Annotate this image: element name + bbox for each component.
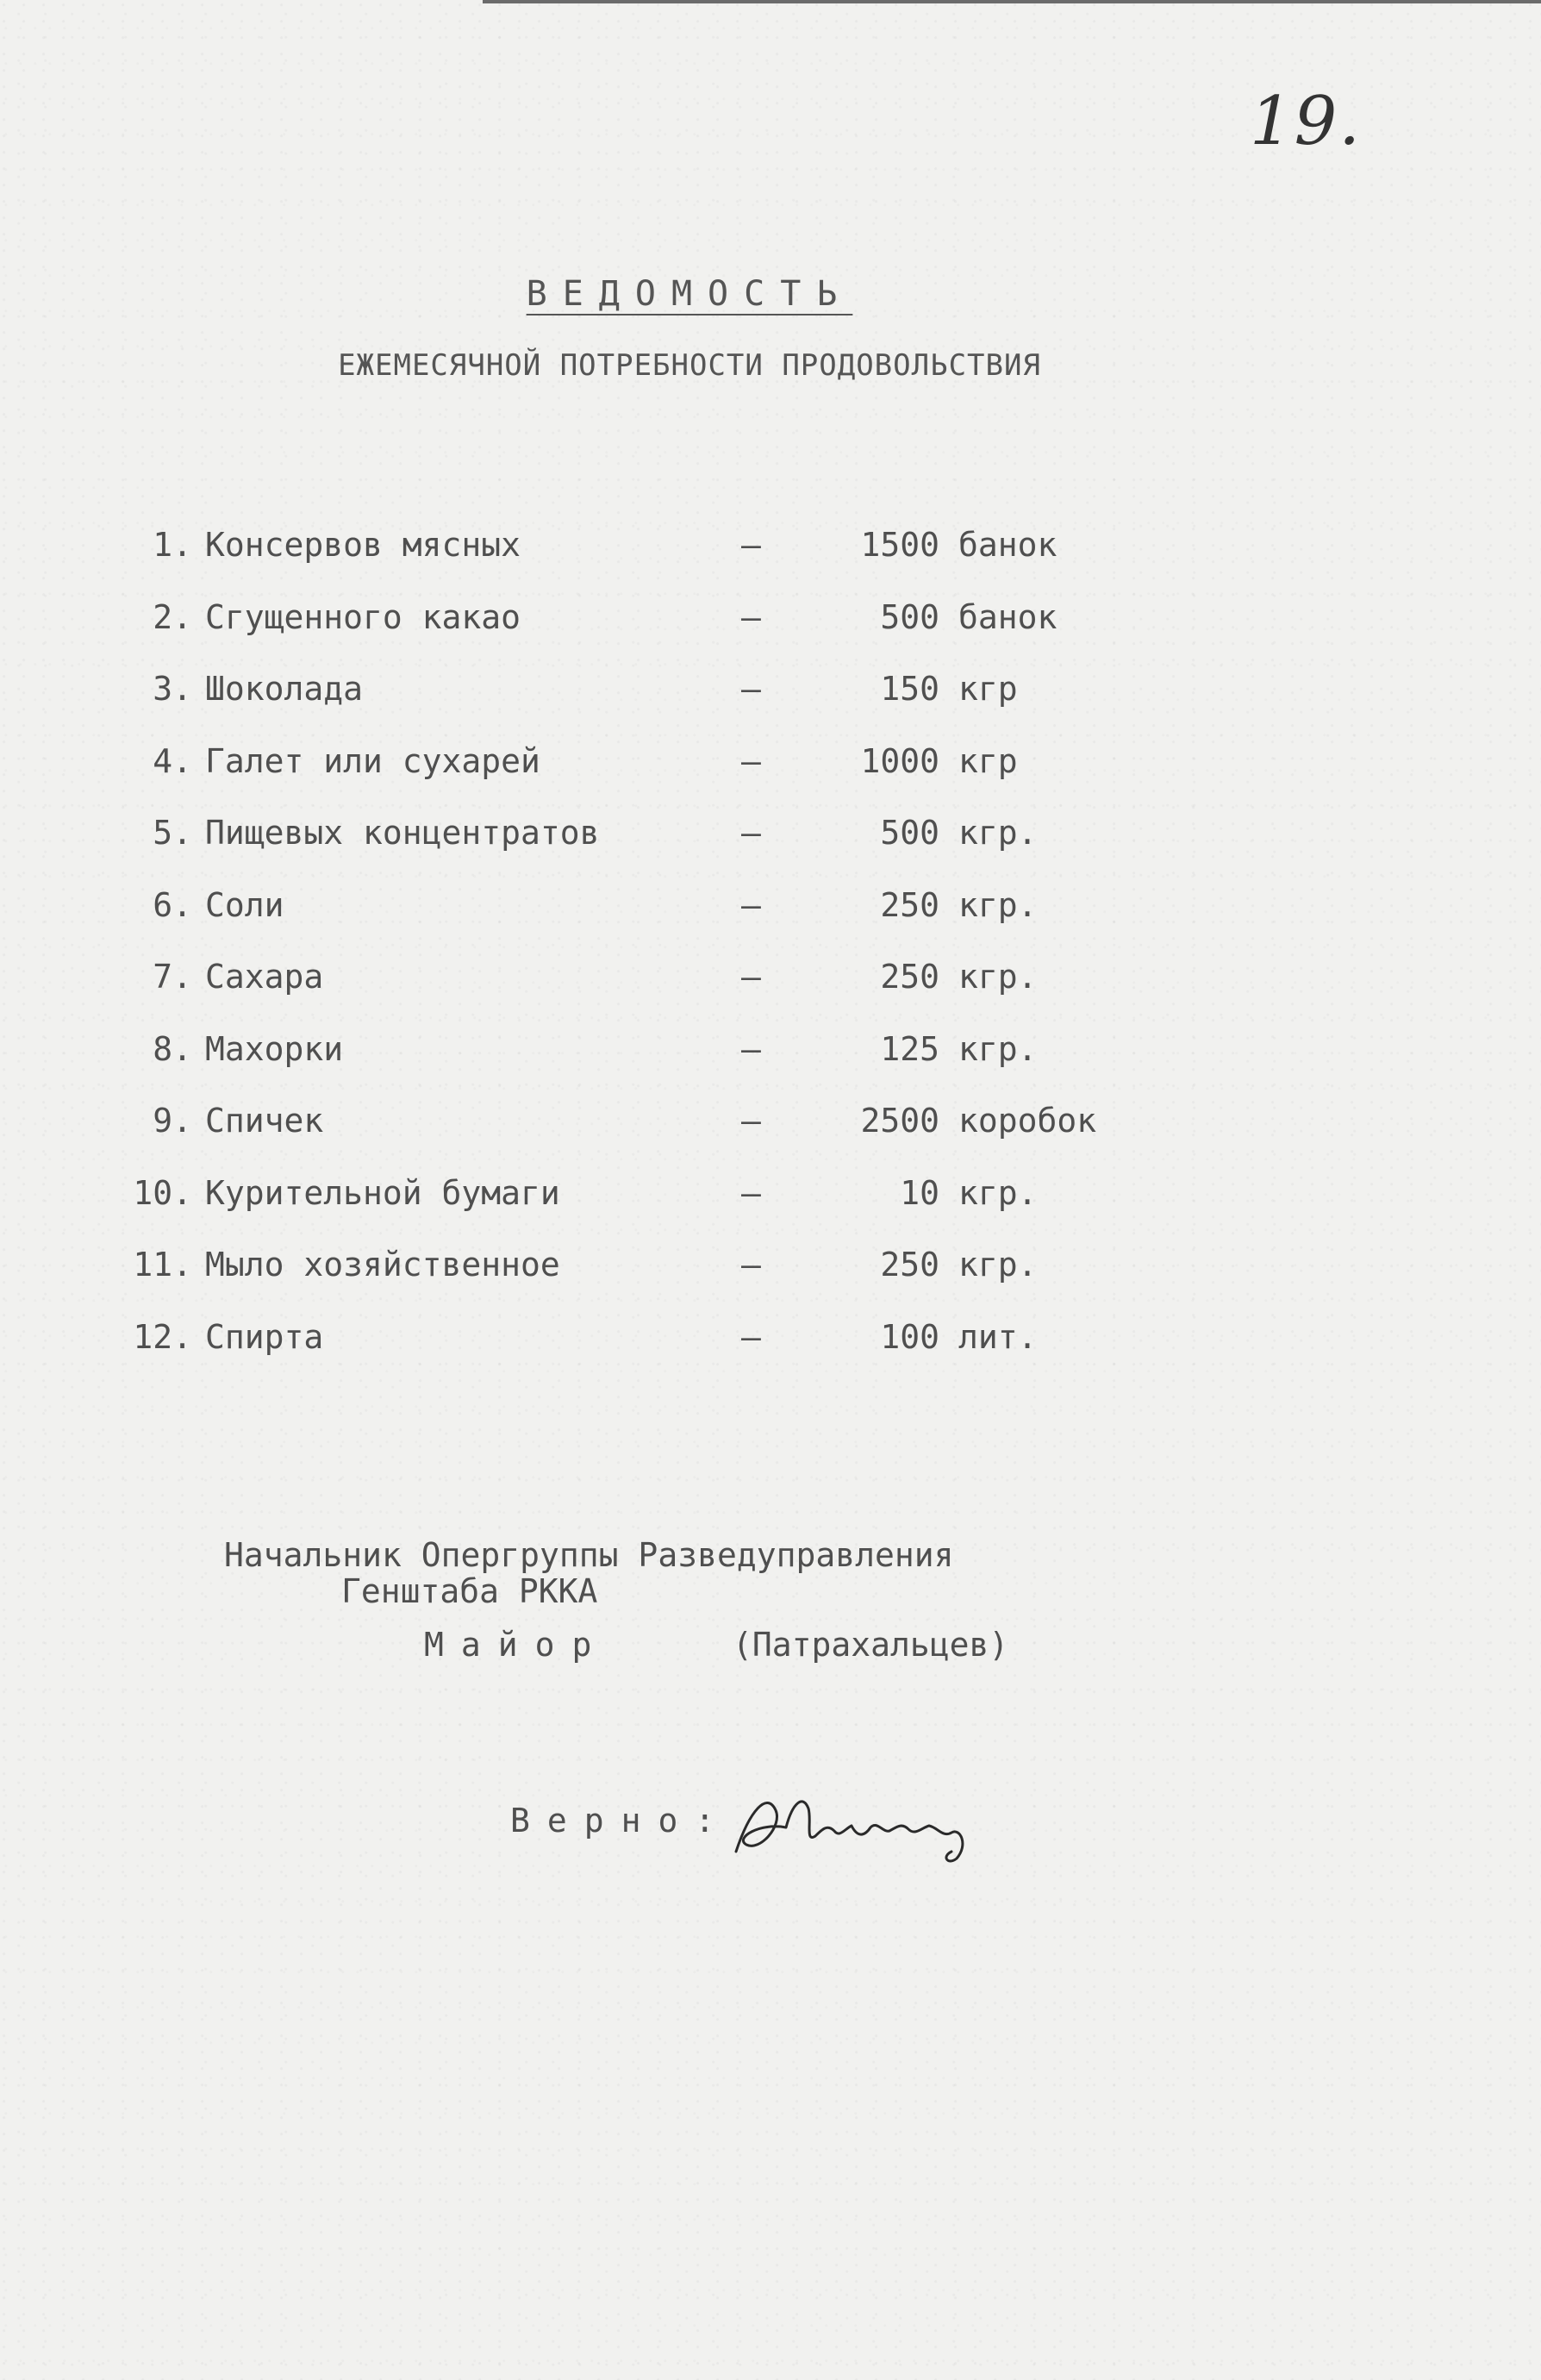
item-dash: – [741,958,761,996]
item-quantity: 150 [880,670,939,708]
item-number: 7. [153,958,192,996]
list-item [0,1246,1541,1318]
item-name: Махорки [205,1029,344,1068]
item-dash: – [741,1246,761,1284]
item-unit: лит. [958,1317,1038,1356]
item-dash: – [741,670,761,708]
item-unit: кгр [958,741,1018,780]
item-number: 2. [153,597,192,636]
document-subtitle: ЕЖЕМЕСЯЧНОЙ ПОТРЕБНОСТИ ПРОДОВОЛЬСТВИЯ [338,348,1041,383]
item-name: Пищевых концентратов [205,814,600,852]
item-quantity: 250 [880,1246,939,1284]
item-dash: – [741,885,761,924]
list-item [0,886,1541,959]
item-unit: кгр [958,670,1018,708]
item-dash: – [741,1317,761,1356]
item-unit: банок [958,526,1057,564]
item-dash: – [741,741,761,780]
item-quantity: 250 [880,958,939,996]
item-dash: – [741,1102,761,1140]
item-number: 1. [153,526,192,564]
signatory-position-line1: Начальник Опергруппы Разведуправления [224,1536,954,1574]
page-edge [483,0,1541,3]
list-item [0,598,1541,671]
item-number: 6. [153,885,192,924]
item-quantity: 100 [880,1317,939,1356]
list-item [0,1318,1541,1390]
item-unit: кгр. [958,1029,1038,1068]
item-name: Консервов мясных [205,526,521,564]
list-item [0,1030,1541,1103]
item-unit: кгр. [958,885,1038,924]
item-number: 12. [133,1317,192,1356]
item-name: Сгущенного какао [205,597,521,636]
item-name: Мыло хозяйственное [205,1246,560,1284]
list-item [0,814,1541,886]
item-unit: коробок [958,1102,1097,1140]
item-name: Спичек [205,1102,324,1140]
item-unit: кгр. [958,958,1038,996]
items-list [0,526,1541,1390]
item-name: Галет или сухарей [205,741,540,780]
list-item [0,742,1541,815]
item-quantity: 500 [880,597,939,636]
signatory-name: (Патрахальцев) [733,1626,1009,1664]
item-unit: кгр. [958,1173,1038,1212]
item-dash: – [741,1029,761,1068]
item-number: 5. [153,814,192,852]
item-unit: кгр. [958,1246,1038,1284]
item-quantity: 2500 [860,1102,939,1140]
document-title-text: ВЕДОМОСТЬ [526,274,853,314]
item-number: 4. [153,741,192,780]
item-dash: – [741,526,761,564]
item-number: 8. [153,1029,192,1068]
item-dash: – [741,597,761,636]
list-item [0,526,1541,598]
item-name: Сахара [205,958,324,996]
item-name: Спирта [205,1317,324,1356]
item-quantity: 1000 [860,741,939,780]
item-unit: кгр. [958,814,1038,852]
item-quantity: 10 [900,1173,939,1212]
list-item [0,958,1541,1030]
certification-label: Верно: [510,1802,733,1840]
item-number: 10. [133,1173,192,1212]
item-name: Соли [205,885,284,924]
item-quantity: 500 [880,814,939,852]
list-item [0,1174,1541,1246]
page-number: 19. [1250,83,1363,160]
item-number: 9. [153,1102,192,1140]
signatory-position-line2: Генштаба РККА [341,1572,598,1610]
item-quantity: 250 [880,885,939,924]
item-dash: – [741,1173,761,1212]
item-dash: – [741,814,761,852]
item-number: 3. [153,670,192,708]
item-name: Шоколада [205,670,364,708]
signatory-rank: Майор [424,1626,609,1664]
item-unit: банок [958,597,1057,636]
item-name: Курительной бумаги [205,1173,560,1212]
handwritten-signature [726,1776,984,1871]
list-item [0,1102,1541,1174]
item-quantity: 1500 [860,526,939,564]
document-title [0,274,1379,314]
item-number: 11. [133,1246,192,1284]
list-item [0,670,1541,742]
item-quantity: 125 [880,1029,939,1068]
